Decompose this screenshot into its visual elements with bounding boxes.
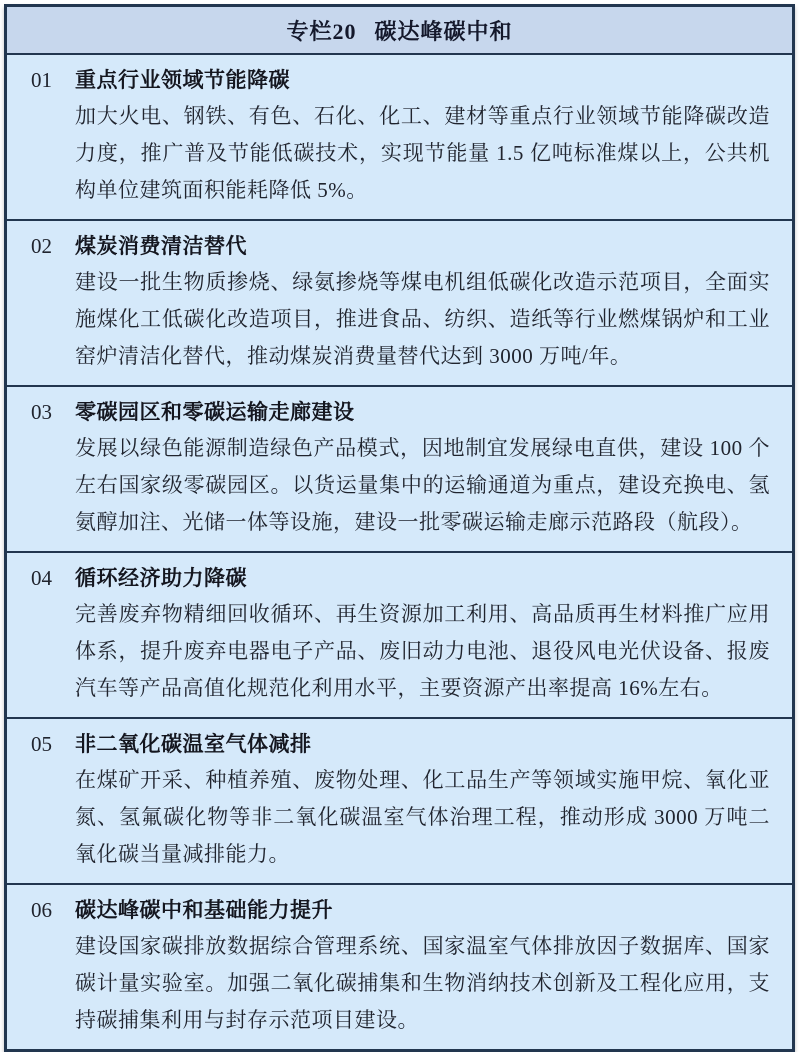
section-body: 加大火电、钢铁、有色、石化、化工、建材等重点行业领域节能降碳改造力度，推广普及节能低碳技术，实现节能量 1.5 亿吨标准煤以上，公共机构单位建筑面积能耗降低 5%。 <box>75 104 770 202</box>
section-title: 循环经济助力降碳 <box>75 566 247 590</box>
section-title-row <box>31 560 770 596</box>
section-body: 建设国家碳排放数据综合管理系统、国家温室气体排放因子数据库、国家碳计量实验室。加强二氧化碳捕集和生物消纳技术创新及工程化应用，支持碳捕集利用与封存示范项目建设。 <box>75 934 770 1032</box>
policy-box <box>4 4 795 1052</box>
section-title: 重点行业领域节能降碳 <box>75 68 290 92</box>
section-number: 05 <box>31 732 52 756</box>
section-title: 碳达峰碳中和基础能力提升 <box>75 898 333 922</box>
section <box>7 53 792 219</box>
section-number: 02 <box>31 234 52 258</box>
section <box>7 219 792 385</box>
section-body: 发展以绿色能源制造绿色产品模式，因地制宜发展绿电直供，建设 100 个左右国家级零碳园区。以货运量集中的运输通道为重点，建设充换电、氢氨醇加注、光储一体等设施，建设一批零碳运输走廊示范路段（航段）。 <box>75 436 770 534</box>
section <box>7 717 792 883</box>
section-title-row <box>31 228 770 264</box>
section-title-row <box>31 726 770 762</box>
section <box>7 551 792 717</box>
section <box>7 385 792 551</box>
sections-container <box>7 53 792 1049</box>
section-title: 煤炭消费清洁替代 <box>75 234 247 258</box>
section-title-row <box>31 394 770 430</box>
section-title: 非二氧化碳温室气体减排 <box>75 732 312 756</box>
section-number: 01 <box>31 68 52 92</box>
section-body: 完善废弃物精细回收循环、再生资源加工利用、高品质再生材料推广应用体系，提升废弃电器电子产品、废旧动力电池、退役风电光伏设备、报废汽车等产品高值化规范化利用水平，主要资源产出率提高 16%左右。 <box>75 602 770 700</box>
section-title-row <box>31 62 770 98</box>
section-number: 04 <box>31 566 52 590</box>
section-title-row <box>31 892 770 928</box>
section-number: 06 <box>31 898 52 922</box>
box-label: 专栏20 <box>286 19 357 44</box>
box-title: 碳达峰碳中和 <box>374 19 513 44</box>
section-body: 在煤矿开采、种植养殖、废物处理、化工品生产等领域实施甲烷、氧化亚氮、氢氟碳化物等非二氧化碳温室气体治理工程，推动形成 3000 万吨二氧化碳当量减排能力。 <box>75 768 770 866</box>
section-title: 零碳园区和零碳运输走廊建设 <box>75 400 355 424</box>
section <box>7 883 792 1049</box>
section-number: 03 <box>31 400 52 424</box>
box-header <box>7 7 792 53</box>
section-body: 建设一批生物质掺烧、绿氨掺烧等煤电机组低碳化改造示范项目，全面实施煤化工低碳化改造项目，推进食品、纺织、造纸等行业燃煤锅炉和工业窑炉清洁化替代，推动煤炭消费量替代达到 3000 万吨/年。 <box>75 270 770 368</box>
